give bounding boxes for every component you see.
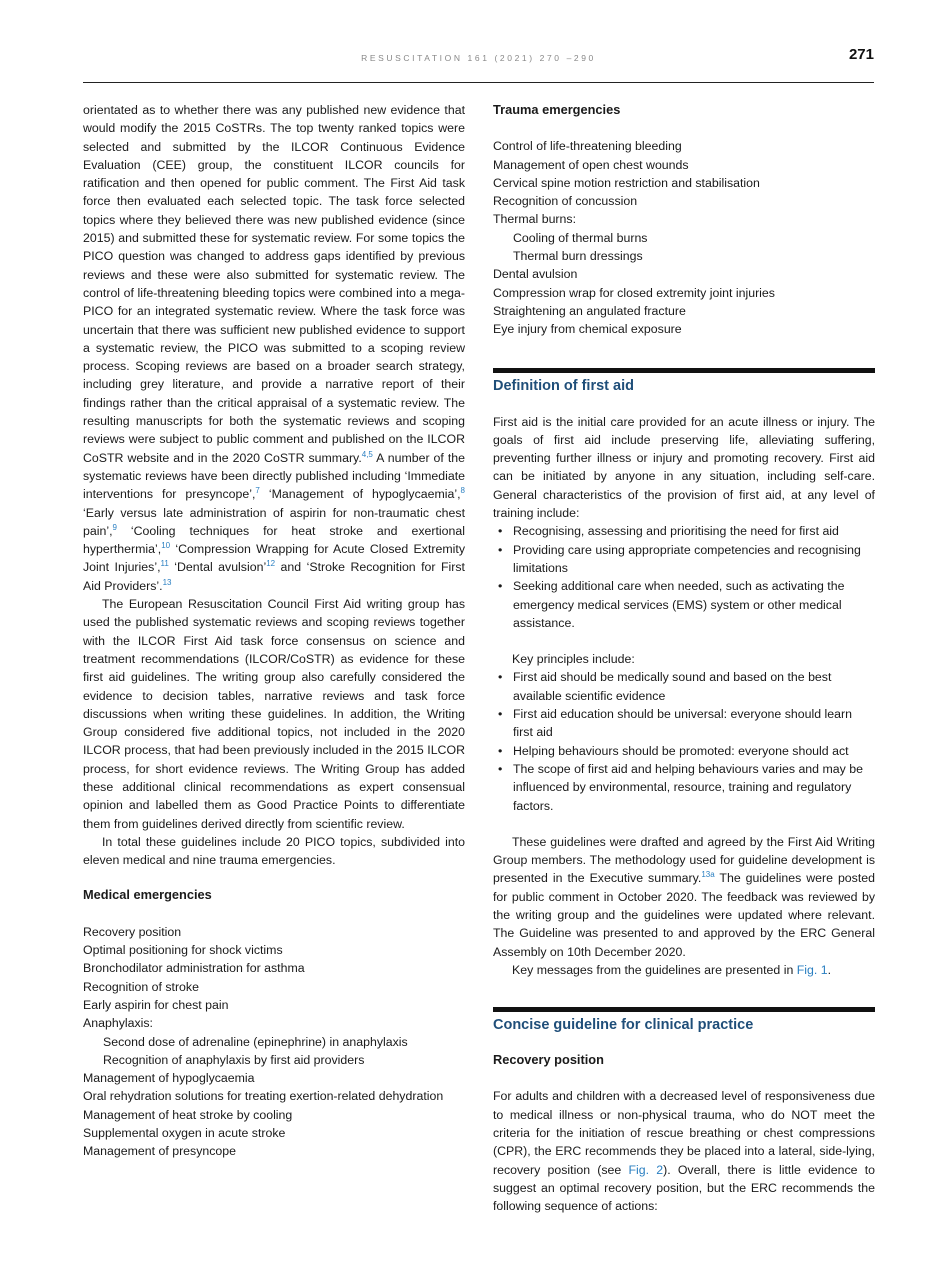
citation-link[interactable]: 4,5 [361,449,373,459]
list-item: Cervical spine motion restriction and stabilisation [493,175,760,190]
recovery-paragraph: For adults and children with a decreased level of responsiveness due to medical illness or non-physical trauma, who do NOT meet the criteria for the initiation of rescue breathing or chest compressions (CPR), the ERC recommends they be placed into a lateral, side-lying, recovery position (see Fig. 2). Overall, there is little evidence to suggest an optimal recovery position, but the ERC recommends the following sequence of actions: [493,1089,875,1214]
list-item: Management of open chest wounds [493,157,689,172]
medical-emergencies-heading: Medical emergencies [83,887,212,903]
citation-link[interactable]: 8 [460,486,465,496]
citation-link[interactable]: 7 [255,486,260,496]
pico-summary-paragraph: In total these guidelines include 20 PICO topics, subdivided into eleven medical and nine trauma emergencies. [83,834,465,868]
bullet-item: • First aid education should be universal: everyone should learn first aid [493,705,875,742]
citation-link[interactable]: 12 [266,559,276,569]
key-principles-list [493,668,875,814]
recovery-position-heading: Recovery position [493,1052,604,1068]
bullet-item: • First aid should be medically sound and based on the best available scientific evidence [493,668,875,705]
list-subitem: Thermal burn dressings [513,249,643,264]
list-item: Dental avulsion [493,267,578,282]
figure-1-link[interactable]: Fig. 1 [796,962,828,977]
citation-link[interactable]: 13a [701,870,715,880]
list-item: Management of hypoglycaemia [83,1071,255,1086]
list-item: Optimal positioning for shock victims [83,943,283,958]
list-item: Eye injury from chemical exposure [493,322,682,337]
citation-link[interactable]: 9 [112,522,117,532]
list-item: Recognition of concussion [493,194,638,209]
list-item: Early aspirin for chest pain [83,997,229,1012]
list-item: Straightening an angulated fracture [493,303,686,318]
bullet-item: • The scope of first aid and helping behaviours varies and may be influenced by environmental, resource, training and regulatory factors. [493,760,875,815]
list-subitem: Recognition of anaphylaxis by first aid providers [103,1052,365,1067]
bullet-item: • Helping behaviours should be promoted: everyone should act [493,742,875,760]
characteristics-list [493,522,875,632]
writing-group-paragraph: The European Resuscitation Council First Aid writing group has used the published systematic reviews and scoping reviews together with the ILCOR First Aid task force consensus on science and treatment recommendations (ILCOR/CoSTR) as evidence for these first aid guidelines. The writing group also carefully considered the evidence to decision tables, narrative reviews and task force discussions when writing these guidelines. In addition, the Writing Group considered five additional topics, not included in the 2020 ILCOR process, that had been previously included in the 2015 ILCOR process, for short evidence reviews. The Writing Group has added these additional clinical recommendations as expert consensual opinion and labelled them as Good Practice Points to differentiate them from guidelines derived directly from scientific review. [83,597,465,831]
methodology-paragraph: These guidelines were drafted and agreed by the First Aid Writing Group members. The methodology used for guideline development is presented in the Executive summary.$^{13a}$ The guidelines were posted for public comment in October 2020. The feedback was reviewed by the writing group and the guidelines were updated where relevant. The Guideline was presented to and approved by the ERC General Assembly on 10th December 2020. [493,834,876,959]
trauma-emergencies-heading: Trauma emergencies [493,102,621,117]
figure-2-link[interactable]: Fig. 2 [628,1162,664,1177]
page-header [83,48,874,83]
list-item: Compression wrap for closed extremity joint injuries [493,285,775,300]
list-item: Oral rehydration solutions for treating exertion-related dehydration [83,1089,444,1104]
medical-emergencies-list [83,923,465,1161]
bullet-item: • Seeking additional care when needed, such as activating the emergency medical services (EMS) system or other medical assistance. [493,577,875,632]
list-item: Management of presyncope [83,1144,237,1159]
key-principles-intro: Key principles include: [512,652,635,667]
list-item: Bronchodilator administration for asthma [83,961,305,976]
right-column [493,101,875,1216]
page-number: 271 [848,46,874,63]
bullet-item: • Recognising, assessing and prioritising the need for first aid [493,522,875,540]
bullet-item: • Providing care using appropriate competencies and recognising limitations [493,541,875,578]
citation-link[interactable]: 13 [162,577,172,587]
list-item: Control of life-threatening bleeding [493,139,682,154]
citation-link[interactable]: 11 [160,559,169,569]
intro-paragraph: orientated as to whether there was any published new evidence that would modify the 2015 CoSTRs. The top twenty ranked topics were selected and submitted by the ILCOR Continuous Evidence Evaluation (CEE) group, the constituent ILCOR councils for ratification and then opened for public comment. The First Aid task force then evaluated each selected topic. The task force selected topics where they believed there was new published evidence (since 2015) and submitted these for systematic review. For some topics the PICO question was changed to address gaps identified by previous reviews and these were also submitted for systematic review. The control of life-threatening bleeding topics were combined into a mega-PICO for an integrated systematic review. Where the task force was uncertain that there was sufficient new published evidence to support a systematic review, the PICO was submitted to a scoping review process. Scoping reviews are based on a broader search strategy, including grey literature, and provide a narrative report of their findings rather than the critical appraisal of a systematic review. The resulting manuscripts for both the systematic reviews and scoping reviews were subject to public comment and published on the ILCOR CoSTR website and in the 2020 CoSTR summary.$^{4,5}$ A number of the systematic reviews have been directly published including ‘Immediate interventions for presyncope’,$^7$ ‘Management of hypoglycaemia’,$^8$ ‘Early versus late administration of aspirin for non-traumatic chest pain’,$^9$ ‘Cooling techniques for heat stroke and exertional hyperthermia’,$^{10}$ ‘Compression Wrapping for Acute Closed Extremity Joint Injuries’,$^{11}$ ‘Dental avulsion’$^{12}$ and ‘Stroke Recognition for First Aid Providers’.$^{13}$ [83,103,465,593]
list-item: Thermal burns: [493,212,577,227]
list-item: Supplemental oxygen in acute stroke [83,1126,286,1141]
list-subitem: Cooling of thermal burns [513,230,648,245]
list-item: Management of heat stroke by cooling [83,1107,293,1122]
left-column [83,101,465,1161]
definition-paragraph: First aid is the initial care provided for an acute illness or injury. The goals of first aid include preserving life, alleviating suffering, preventing further illness or injury and promoting recovery. First aid can be initiated by anyone in any situation, including self-care. General characteristics of the provision of first aid, at any level of training include: [493,414,875,521]
list-subitem: Second dose of adrenaline (epinephrine) in anaphylaxis [103,1034,408,1049]
trauma-emergencies-list [493,137,875,338]
list-item: Recovery position [83,924,182,939]
list-item: Anaphylaxis: [83,1016,153,1031]
concise-guideline-heading: Concise guideline for clinical practice [493,1007,875,1036]
journal-citation: RESUSCITATION 161 (2021) 270 –290 [361,53,596,63]
citation-link[interactable]: 10 [161,541,171,551]
definition-section-heading: Definition of first aid [493,368,875,397]
list-item: Recognition of stroke [83,979,199,994]
key-messages-paragraph: Key messages from the guidelines are presented in Fig. 1. [512,962,832,977]
